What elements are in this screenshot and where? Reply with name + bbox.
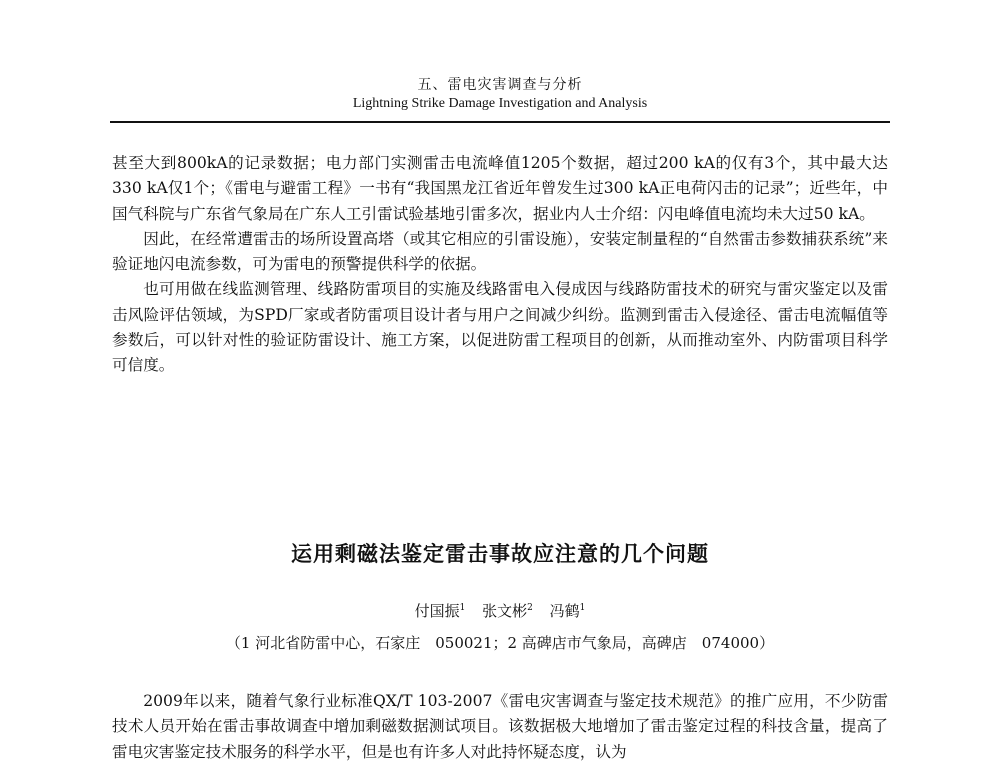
author-name: 付国振 xyxy=(414,602,460,620)
previous-article-text xyxy=(112,151,888,379)
running-header-english: Lightning Strike Damage Investigation and Analysis xyxy=(352,96,648,111)
author xyxy=(415,602,466,620)
running-header-chinese: 五、雷电灾害调查与分析 xyxy=(417,77,583,93)
author-name: 冯鹤 xyxy=(549,602,580,620)
paragraph: 也可用做在线监测管理、线路防雷项目的实施及线路雷电入侵成因与线路防雷技术的研究与雷灾鉴定以及雷击风险评估领域，为SPD厂家或者防雷项目设计者与用户之间减少纠纷。监测到雷击入侵途径、雷击电流幅值等参数后，可以针对性的验证防雷设计、施工方案，以促进防雷工程项目的创新，从而推动室外、内防雷项目科学可信度。 xyxy=(112,280,888,375)
author xyxy=(550,602,586,620)
author-line xyxy=(0,600,1000,621)
article-body xyxy=(112,689,888,765)
author-affiliation-mark: 1 xyxy=(459,603,466,613)
author-affiliation-mark: 1 xyxy=(579,603,586,613)
header-rule xyxy=(110,121,890,123)
article-title: 运用剩磁法鉴定雷击事故应注意的几个问题 xyxy=(291,542,709,566)
affiliation-line: （1 河北省防雷中心，石家庄 050021；2 高碑店市气象局，高碑店 074000） xyxy=(225,634,775,652)
author xyxy=(482,602,533,620)
paragraph: 甚至大到800kA的记录数据；电力部门实测雷击电流峰值1205个数据，超过200 kA的仅有3个，其中最大达330 kA仅1个；《雷电与避雷工程》一书有“我国黑龙江省近年曾发生过300 kA正电荷闪击的记录”；近些年，中国气科院与广东省气象局在广东人工引雷试验基地引雷多次，据业内人士介绍：闪电峰值电流均未大过50 kA。 xyxy=(112,154,888,223)
paragraph: 2009年以来，随着气象行业标准QX/T 103-2007《雷电灾害调查与鉴定技术规范》的推广应用，不少防雷技术人员开始在雷击事故调查中增加剩磁数据测试项目。该数据极大地增加了雷击鉴定过程的科技含量，提高了雷电灾害鉴定技术服务的科学水平，但是也有许多人对此持怀疑态度，认为 xyxy=(112,692,888,761)
author-name: 张文彬 xyxy=(482,602,528,620)
author-affiliation-mark: 2 xyxy=(527,603,533,613)
paragraph: 因此，在经常遭雷击的场所设置高塔（或其它相应的引雷设施），安装定制量程的“自然雷击参数捕获系统”来验证地闪电流参数，可为雷电的预警提供科学的依据。 xyxy=(112,229,888,274)
